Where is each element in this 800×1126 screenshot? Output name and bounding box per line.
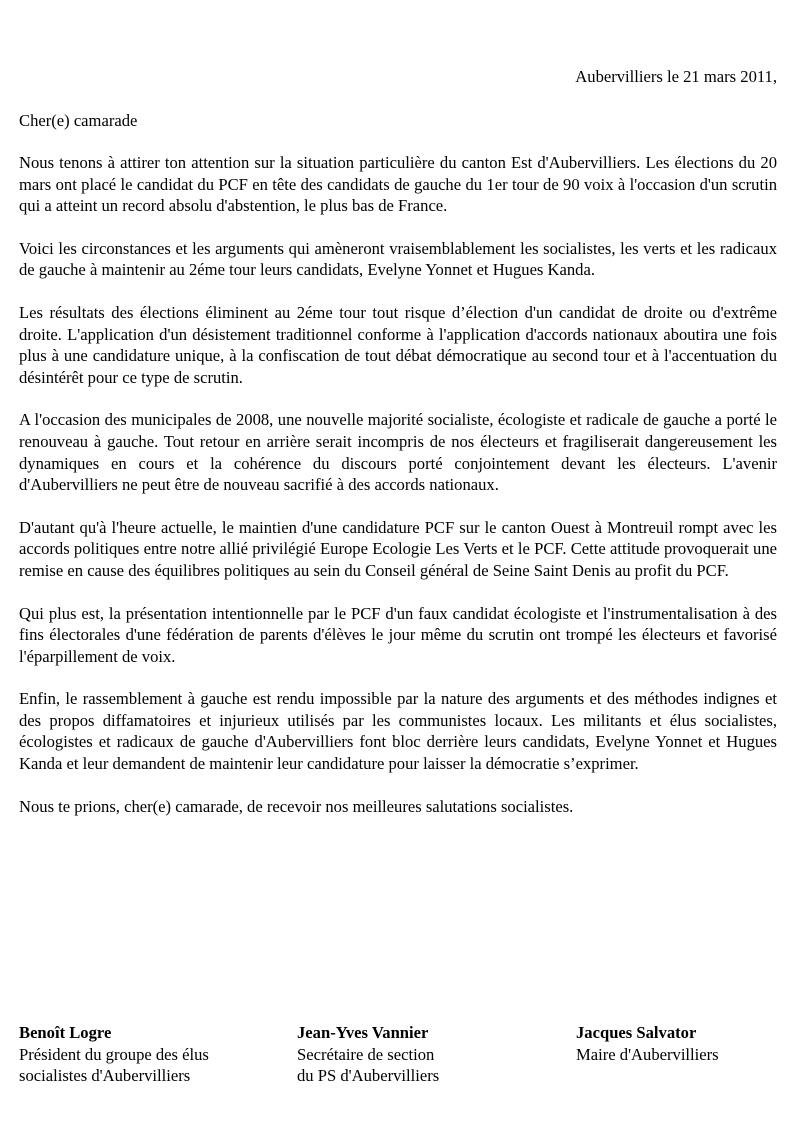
signature-logre (19, 1022, 209, 1087)
paragraph-fake-candidate: Qui plus est, la présentation intentionnelle par le PCF d'un faux candidat écologiste et l'instrumentalisation à des fins électorales d'une fédération de parents d'élèves le jour même du scrutin ont trompé les électeurs et favorisé l'éparpillement de voix. (19, 603, 777, 666)
signatory-title: Secrétaire de section (297, 1044, 435, 1064)
signature-block (19, 1022, 777, 1092)
signatory-title-continued: du PS d'Aubervilliers (297, 1066, 440, 1086)
signatory-title: Président du groupe des élus (19, 1044, 209, 1064)
letter-greeting: Cher(e) camarade (19, 111, 138, 130)
paragraph-closing: Nous te prions, cher(e) camarade, de recevoir nos meilleures salutations socialistes. (19, 796, 574, 816)
signature-vannier (297, 1022, 439, 1087)
paragraph-canton-situation: Nous tenons à attirer ton attention sur la situation particulière du canton Est d'Aubervilliers. Les élections du 20 mars ont placé le candidat du PCF en tête des candidats de gauche du 1er tour de 90 voix à l'occasion d'un scrutin qui a atteint un record absolu d'abstention, le plus bas de France. (19, 153, 777, 216)
paragraph-election-results: Les résultats des élections éliminent au 2éme tour tout risque d’élection d'un candidat de droite ou d'extrême droite. L'application d'un désistement traditionnel conforme à l'application d'accords nationaux aboutira une fois plus à une candidature unique, à la confiscation de tout débat démocratique au second tour et à l'accentuation du désintérêt pour ce type de scrutin. (19, 302, 777, 387)
signatory-name: Jean-Yves Vannier (297, 1023, 429, 1042)
paragraph-municipal-2008: A l'occasion des municipales de 2008, une nouvelle majorité socialiste, écologiste et radicale de gauche a porté le renouveau à gauche. Tout retour en arrière serait incompris de nos électeurs et fragiliserait dangereusement les dynamiques en cours et la cohérence du discours porté conjointement devant les électeurs. L'avenir d'Aubervilliers ne peut être de nouveau sacrifié à des accords nationaux. (19, 410, 777, 495)
paragraph-circumstances: Voici les circonstances et les arguments qui amèneront vraisemblablement les socialistes, les verts et les radicaux de gauche à maintenir au 2éme tour leurs candidats, Evelyne Yonnet et Hugues Kanda. (19, 238, 777, 280)
signatory-title-continued: socialistes d'Aubervilliers (19, 1066, 191, 1086)
letter-body (19, 152, 777, 817)
signatory-name: Jacques Salvator (576, 1023, 697, 1042)
signature-salvator (576, 1022, 719, 1065)
letter-page (19, 0, 777, 1126)
paragraph-rally-impossible: Enfin, le rassemblement à gauche est rendu impossible par la nature des arguments et des méthodes indignes et des propos diffamatoires et injurieux utilisés par les communistes locaux. Les militants et élus socialistes, écologistes et radicaux de gauche d'Aubervilliers font bloc derrière leurs candidats, Evelyne Yonnet et Hugues Kanda et leur demandent de maintenir leur candidature pour laisser la démocratie s’exprimer. (19, 689, 777, 774)
signatory-name: Benoît Logre (19, 1023, 112, 1042)
letter-date: Aubervilliers le 21 mars 2011, (575, 67, 777, 86)
signatory-title: Maire d'Aubervilliers (576, 1044, 719, 1064)
paragraph-montreuil: D'autant qu'à l'heure actuelle, le maintien d'une candidature PCF sur le canton Ouest à Montreuil rompt avec les accords politiques entre notre allié privilégié Europe Ecologie Les Verts et le PCF. Cette attitude provoquerait une remise en cause des équilibres politiques au sein du Conseil général de Seine Saint Denis au profit du PCF. (19, 517, 777, 580)
